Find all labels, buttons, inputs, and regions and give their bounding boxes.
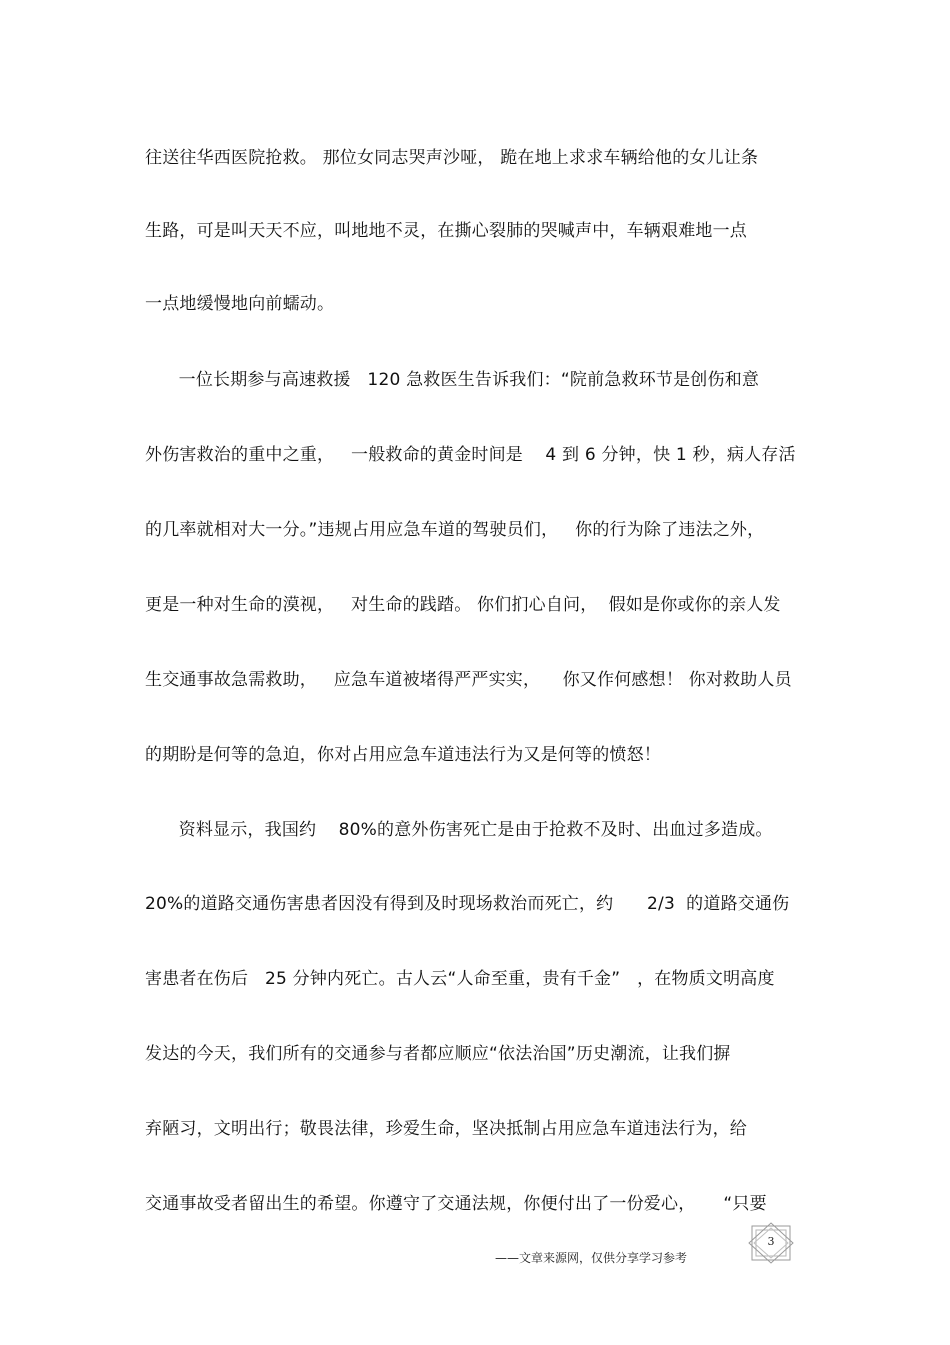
paragraph-line: 弃陋习，文明出行；敬畏法律，珍爱生命，坚决抵制占用应急车道违法行为，给 <box>145 1119 747 1139</box>
paragraph-line: 的几率就相对大一分。”违规占用应急车道的驾驶员们， 你的行为除了违法之外， <box>145 520 765 540</box>
paragraph-line: 一位长期参与高速救援 120 急救医生告诉我们：“院前急救环节是创伤和意 <box>145 370 760 390</box>
paragraph-line: 外伤害救治的重中之重， 一般救命的黄金时间是 4 到 6 分钟，快 1 秒，病人存活 <box>145 445 796 465</box>
paragraph-line: 资料显示，我国约 80%的意外伤害死亡是由于抢救不及时、出血过多造成。 <box>145 820 773 840</box>
paragraph-line: 更是一种对生命的漠视， 对生命的践踏。 你们扪心自问， 假如是你或你的亲人发 <box>145 595 781 615</box>
source-note: ——文章来源网，仅供分享学习参考 <box>495 1251 688 1265</box>
paragraph-line: 一点地缓慢地向前蠕动。 <box>145 294 335 314</box>
paragraph-line: 的期盼是何等的急迫，你对占用应急车道违法行为又是何等的愤怒！ <box>145 745 661 765</box>
paragraph-line: 发达的今天，我们所有的交通参与者都应顺应“依法治国”历史潮流，让我们摒 <box>145 1044 731 1064</box>
page-number-badge <box>748 1222 794 1264</box>
page-number: 3 <box>767 1235 775 1248</box>
paragraph-line: 20%的道路交通伤害患者因没有得到及时现场救治而死亡，约 2/3 的道路交通伤 <box>145 894 790 914</box>
paragraph-line: 往送往华西医院抢救。 那位女同志哭声沙哑， 跪在地上求求车辆给他的女儿让条 <box>145 148 759 168</box>
paragraph-line: 害患者在伤后 25 分钟内死亡。古人云“人命至重，贵有千金” ，在物质文明高度 <box>145 969 775 989</box>
paragraph-line: 生路，可是叫天天不应，叫地地不灵，在撕心裂肺的哭喊声中，车辆艰难地一点 <box>145 221 747 241</box>
paragraph-line: 交通事故受者留出生的希望。你遵守了交通法规，你便付出了一份爱心， “只要 <box>145 1194 767 1214</box>
paragraph-line: 生交通事故急需救助， 应急车道被堵得严严实实， 你又作何感想！ 你对救助人员 <box>145 670 792 690</box>
